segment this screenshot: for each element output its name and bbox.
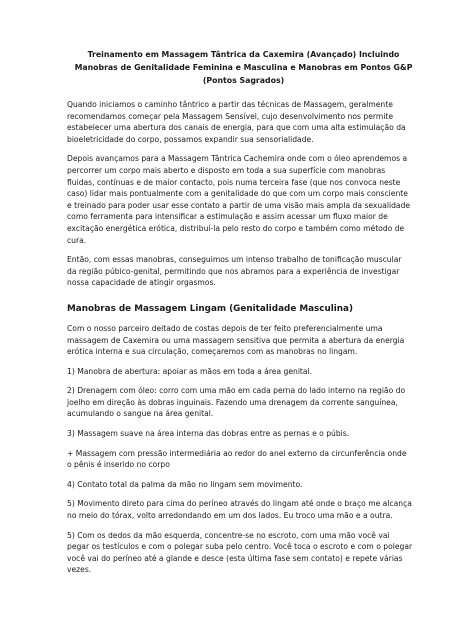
step-item: 5) Com os dedos da mão esquerda, concentre-se no escroto, com uma mão você vai pegar os testículos e com o polegar suba pelo centro. Você toca o escroto e com o polegar você vai do períneo até a glande e desce (esta última fase sem contato) e repete várias vezes. bbox=[67, 530, 413, 575]
step-item: 4) Contato total da palma da mão no lingam sem movimento. bbox=[67, 479, 303, 489]
section-heading: Manobras de Massagem Lingam (Genitalidade Masculina) bbox=[67, 303, 353, 314]
document-page bbox=[67, 48, 413, 584]
intro-paragraph: Então, com essas manobras, conseguimos um intenso trabalho de tonificação muscular da região púbico-genital, permitindo que nos abramos para a experiência de investigar nossa capacidade de atingir orgasmos. bbox=[67, 255, 402, 288]
intro-paragraph: Depois avançamos para a Massagem Tântrica Cachemira onde com o óleo aprendemos a percorrer um corpo mais aberto e disposto em toda a sua superfície com manobras fluidas, contínuas e de maior contacto, pois numa terceira fase (que nos convoca neste caso) lidar mais pontualmente com a genitalidade do que com um corpo mais consciente e treinado para poder usar esse contato a partir de uma visão mais ampla da sexualidade como ferramenta para intensificar a estimulação e assim acessar um fluxo maior de excitação energética erótica, distribuí-la pelo resto do corpo e também como método de cura. bbox=[67, 154, 411, 245]
intro-paragraph: Quando iniciamos o caminho tântrico a partir das técnicas de Massagem, geralmente recomendamos começar pela Massagem Sensível, cujo desenvolvimento nos permite estabelecer uma abertura dos canais de energia, para que com uma alta estimulação da bioeletricidade do corpo, possamos expandir sua sensorialidade. bbox=[67, 100, 406, 144]
document-title: Treinamento em Massagem Tântrica da Caxemira (Avançado) Incluindo Manobras de Genitalidade Feminina e Masculina e Manobras em Pontos G&P (Pontos Sagrados) bbox=[74, 50, 413, 85]
section-intro-paragraph: Com o nosso parceiro deitado de costas depois de ter feito preferencialmente uma massagem de Caxemira ou uma massagem sensitiva que permita a abertura da energia erótica interna e sua circulação, começaremos com as manobras no lingam. bbox=[67, 323, 405, 357]
step-item: + Massagem com pressão intermediária ao redor do anel externo da circunferência onde o pênis é inserido no corpo bbox=[67, 448, 407, 470]
step-item: 5) Movimento direto para cima do períneo através do lingam até onde o braço me alcança no meio do tórax, volto arredondando em um dos lados. Eu troco uma mão e a outra. bbox=[67, 499, 412, 521]
step-item: 3) Massagem suave na área interna das dobras entre as pernas e o púbis. bbox=[67, 429, 350, 439]
step-item: 1) Manobra de abertura: apoiar as mãos em toda a área genital. bbox=[67, 366, 313, 376]
step-item: 2) Drenagem com óleo: corro com uma mão em cada perna do lado interno na região do joelho em direção às dobras inguinais. Fazendo uma drenagem da corrente sanguínea, acumulando o sangue na área genital. bbox=[67, 386, 406, 419]
